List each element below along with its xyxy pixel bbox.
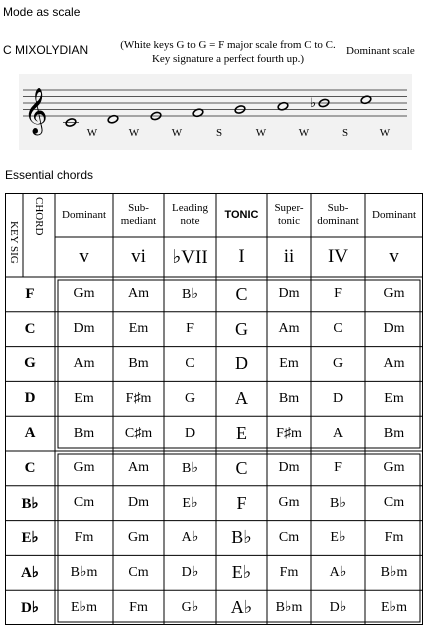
- chord-cell: Am: [128, 286, 149, 302]
- chord-cell: Bm: [73, 425, 95, 441]
- chord-cell: Dm: [383, 321, 405, 337]
- chord-cell: F♯m: [276, 425, 302, 441]
- step-label: S: [341, 127, 349, 139]
- chord-cell: G♭: [181, 600, 199, 616]
- chord-cell: C: [333, 321, 343, 337]
- column-header: Dominant: [372, 208, 416, 221]
- chord-cell: Cm: [128, 564, 149, 580]
- chord-header: CHORD: [33, 197, 45, 236]
- mode-description: (White keys G to G = F major scale from C to C. Key signature a perfect fourth up.): [120, 39, 336, 65]
- roman-numeral: v: [79, 246, 89, 267]
- roman-numeral: IV: [327, 246, 349, 267]
- chord-cell: E: [236, 423, 247, 444]
- chord-cell: B♭: [182, 460, 198, 476]
- flat-sign: ♭: [310, 96, 317, 111]
- chord-cell: D♭: [181, 565, 199, 581]
- chord-cell: B♭m: [275, 600, 303, 616]
- chord-cell: F: [334, 286, 342, 302]
- chord-cell: B♭: [330, 495, 346, 511]
- roman-numeral: vi: [131, 246, 146, 267]
- chord-cell: Em: [74, 390, 94, 406]
- heading-essential-chords: Essential chords: [5, 168, 94, 182]
- chord-cell: F: [236, 492, 247, 513]
- chord-cell: Am: [73, 355, 95, 371]
- key-signature-cell: G: [24, 355, 36, 372]
- chord-cell: B♭m: [380, 565, 408, 581]
- chord-cell: C♯m: [124, 425, 153, 441]
- chord-cell: E♭: [231, 562, 252, 583]
- chord-cell: Dm: [73, 321, 95, 337]
- key-signature-cell: E♭: [21, 530, 39, 547]
- chord-cell: D: [235, 353, 248, 374]
- chord-cell: A: [332, 425, 344, 441]
- key-signature-cell: D: [24, 390, 36, 407]
- column-header: TONIC: [224, 209, 259, 221]
- chord-cell: Cm: [73, 495, 95, 511]
- key-signature-cell: C: [24, 320, 36, 337]
- chord-cell: Em: [384, 390, 404, 406]
- chord-cell: Cm: [383, 495, 405, 511]
- chord-cell: F: [186, 321, 194, 337]
- roman-numeral: I: [238, 246, 245, 267]
- step-label: W: [86, 127, 98, 139]
- roman-numeral: ii: [283, 246, 295, 267]
- column-header: Leading note: [171, 202, 209, 227]
- chord-cell: Gm: [383, 460, 405, 476]
- heading-mode-as-scale: Mode as scale: [3, 5, 81, 19]
- chord-cell: A: [235, 388, 248, 409]
- chord-cell: Am: [128, 460, 149, 476]
- roman-numeral: v: [389, 246, 399, 267]
- chord-cell: G: [184, 390, 196, 406]
- key-signature-cell: C: [24, 459, 36, 476]
- chord-cell: Dm: [278, 286, 300, 302]
- key-signature-cell: F: [25, 285, 35, 302]
- chord-cell: Bm: [383, 425, 405, 441]
- chord-cell: B♭m: [70, 565, 98, 581]
- chord-cell: E♭m: [70, 600, 98, 616]
- key-signature-header: KEY SIG: [8, 221, 20, 264]
- key-signature-cell: D♭: [21, 600, 39, 617]
- chord-table: [5, 193, 423, 630]
- mode-type-label: Dominant scale: [346, 45, 415, 57]
- chord-cell: D: [184, 425, 196, 441]
- column-header: Super-tonic: [274, 202, 304, 227]
- column-header: Sub-mediant: [120, 202, 157, 227]
- chord-cell: F♯m: [125, 390, 152, 406]
- chord-cell: E♭m: [380, 600, 408, 616]
- staff-panel: [19, 74, 412, 150]
- step-label: W: [128, 127, 140, 139]
- chord-cell: C: [235, 283, 248, 304]
- key-signature-cell: A♭: [21, 565, 39, 582]
- chord-cell: Am: [383, 355, 405, 371]
- chord-cell: A♭: [230, 597, 253, 618]
- chord-cell: D♭: [329, 600, 347, 616]
- chord-cell: D: [332, 390, 344, 406]
- mode-name: C MIXOLYDIAN: [3, 43, 89, 57]
- chord-cell: E♭: [182, 495, 198, 511]
- chord-cell: Fm: [129, 599, 148, 615]
- chord-cell: Gm: [278, 495, 300, 511]
- column-header: Dominant: [62, 208, 106, 221]
- chord-cell: C: [235, 457, 248, 478]
- key-signature-cell: A: [24, 425, 36, 442]
- chord-cell: Fm: [384, 529, 404, 545]
- chord-cell: Gm: [128, 529, 149, 545]
- chord-cell: B♭: [231, 527, 252, 548]
- chord-cell: C: [185, 355, 195, 371]
- chord-cell: Bm: [128, 355, 149, 371]
- chord-cell: A♭: [181, 530, 199, 546]
- chord-cell: Dm: [128, 495, 149, 511]
- chord-cell: Cm: [278, 529, 300, 545]
- chord-cell: G: [332, 355, 344, 371]
- step-label: W: [171, 127, 183, 139]
- step-label: S: [215, 127, 223, 139]
- treble-clef-icon: 𝄞: [24, 88, 48, 134]
- key-signature-cell: B♭: [21, 495, 39, 512]
- roman-numeral: ♭VII: [172, 246, 208, 268]
- chord-cell: G: [235, 318, 248, 339]
- staff-notation: [19, 74, 412, 150]
- chord-cell: F: [334, 460, 342, 476]
- step-label: W: [255, 127, 267, 139]
- chord-cell: E♭: [330, 530, 346, 546]
- chord-cell: Gm: [73, 460, 95, 476]
- chord-cell: Dm: [278, 460, 300, 476]
- chord-cell: Gm: [383, 286, 405, 302]
- chord-cell: Gm: [73, 286, 95, 302]
- column-header: Sub-dominant: [317, 202, 359, 227]
- step-label: W: [379, 127, 391, 139]
- chord-cell: Em: [128, 321, 149, 337]
- step-label: W: [298, 127, 310, 139]
- chord-cell: Fm: [279, 564, 299, 580]
- chord-cell: B♭: [182, 286, 198, 302]
- chord-cell: Fm: [74, 529, 94, 545]
- chord-cell: A♭: [329, 565, 347, 581]
- chord-cell: Bm: [278, 390, 300, 406]
- chord-cell: Em: [279, 355, 299, 371]
- chord-cell: Am: [278, 321, 300, 337]
